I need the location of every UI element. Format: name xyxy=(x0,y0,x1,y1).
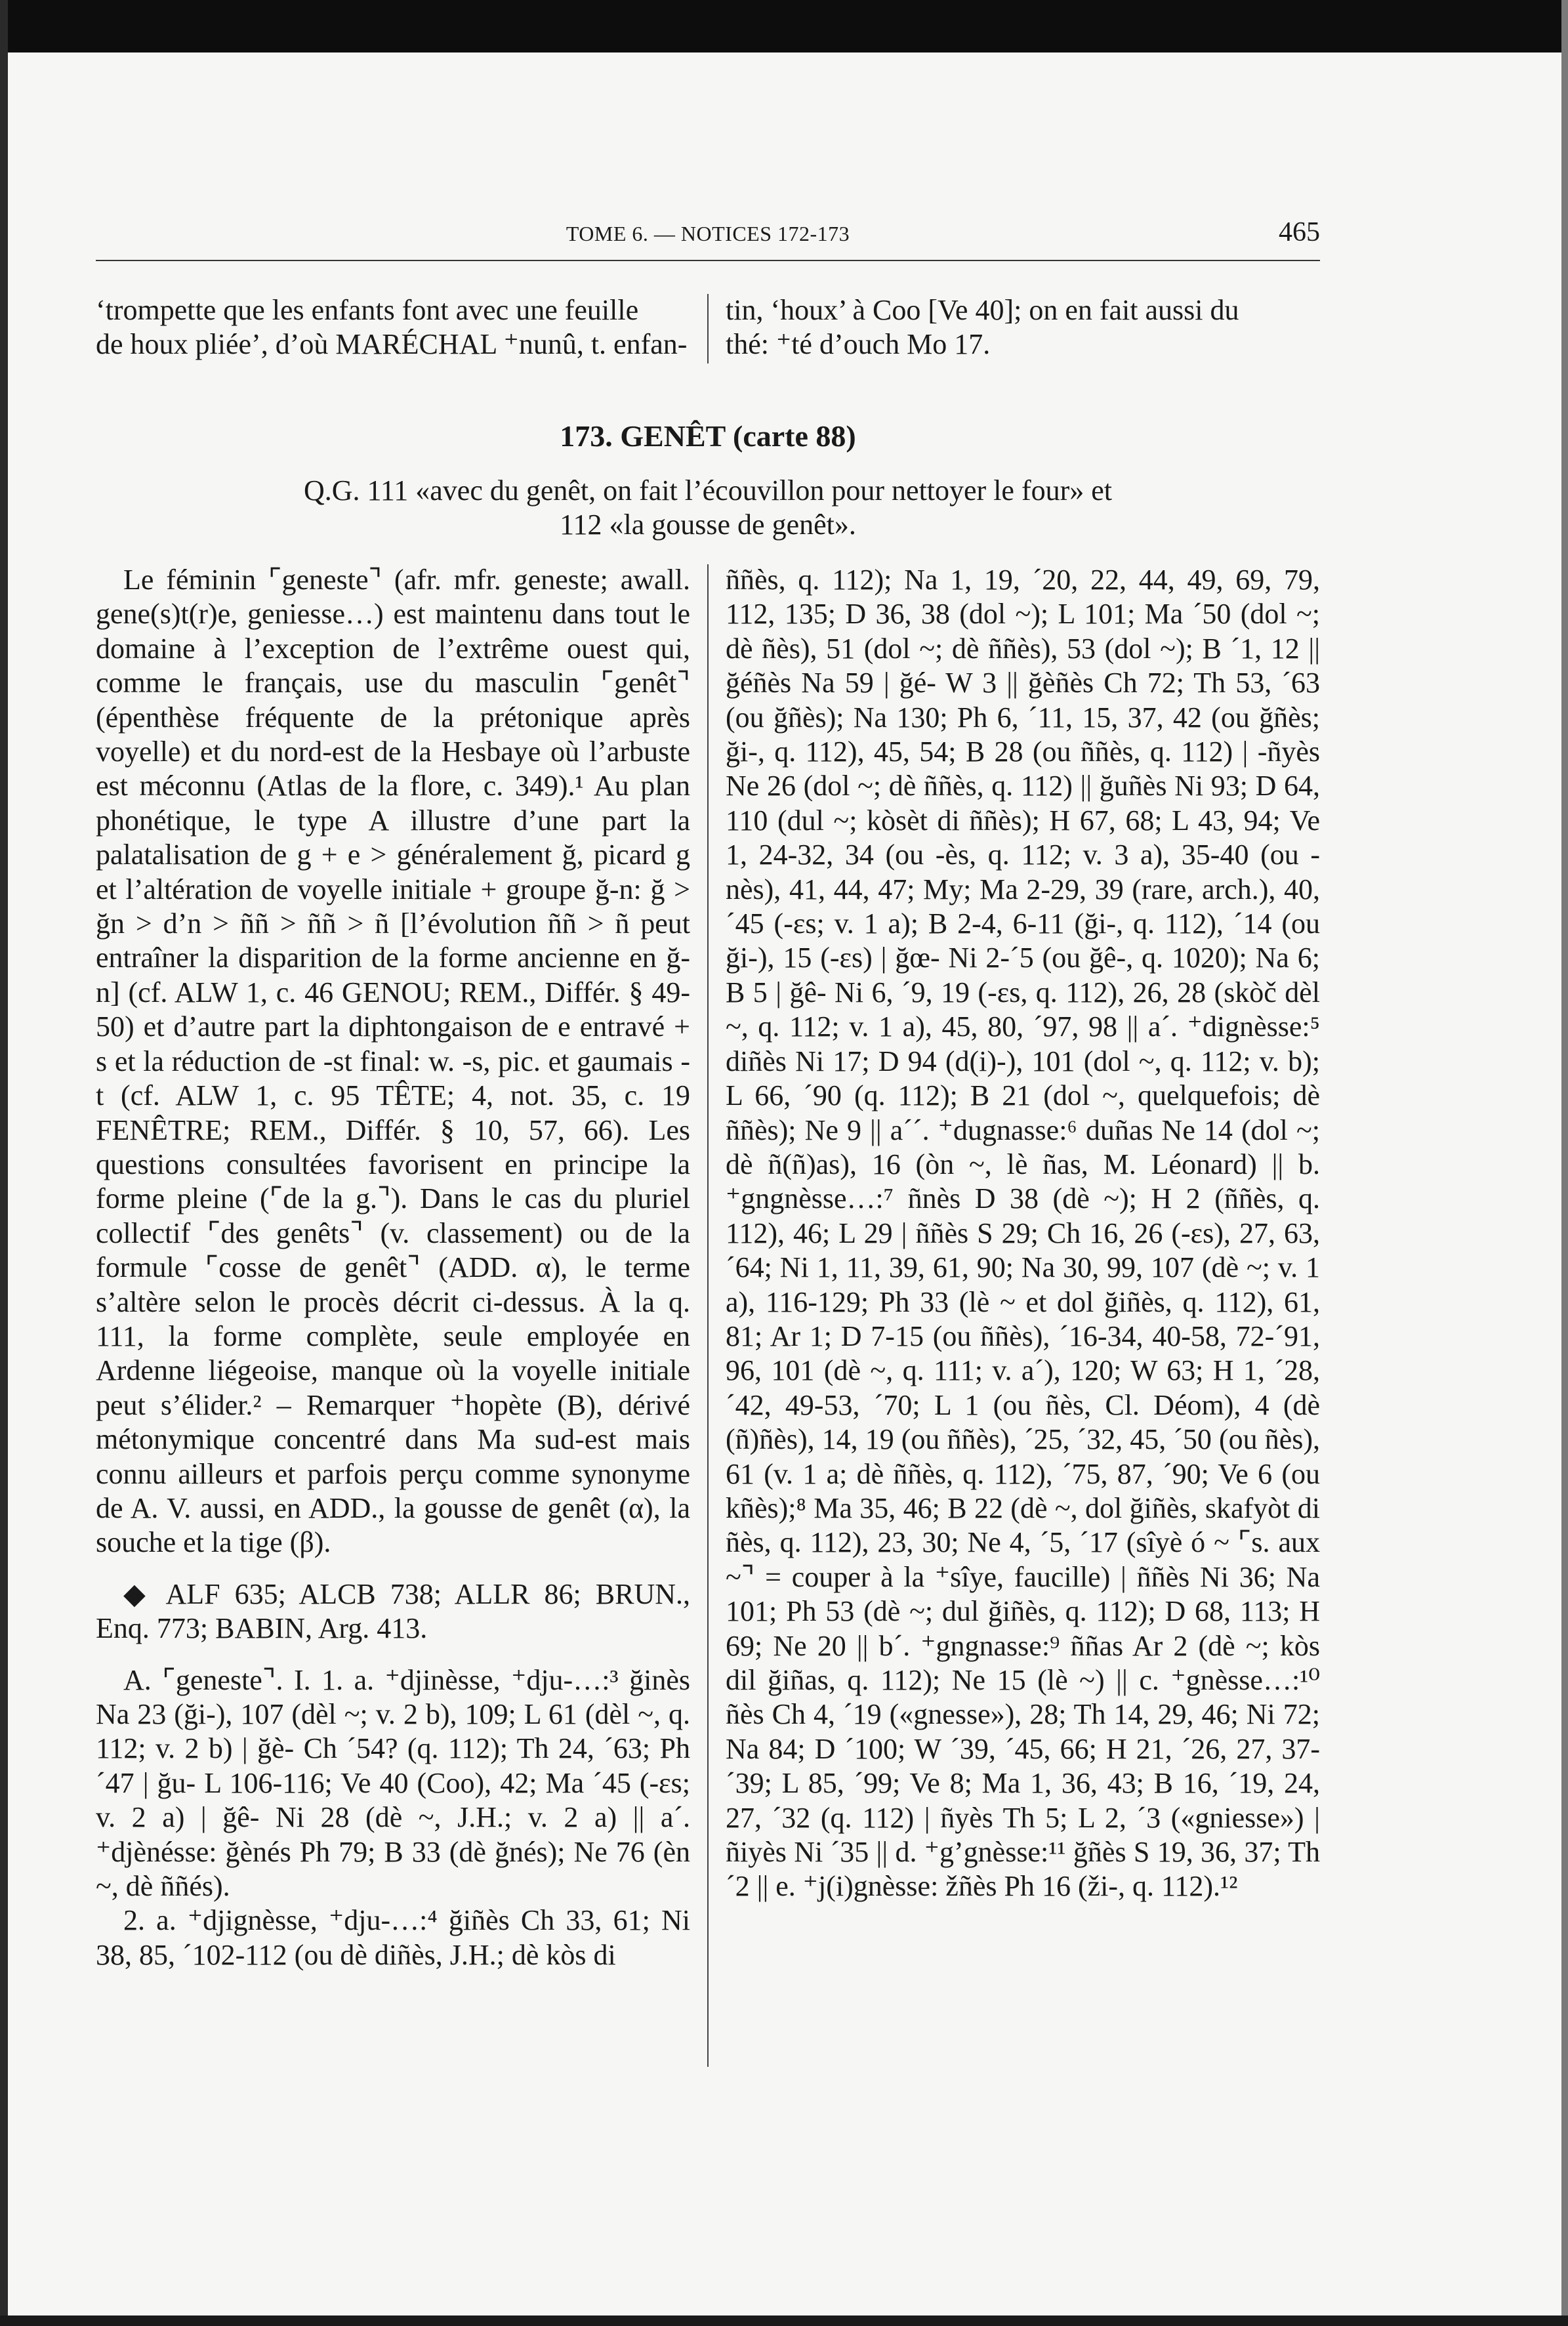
continuation-paragraph: ññès, q. 112); Na 1, 19, ´20, 22, 44, 49, 69, 79, 112, 135; D 36, 38 (dol ~); L 101; Ma ´50 (dol ~; dè ñès), 51 (dol ~; dè ññès), 53 (dol ~); B ´1, 12 || ğéñès Na 59 | ğé- W 3 || ğèñès Ch 72; Th 53, ´63 (ou ğñès); Na 130; Ph 6, ´11, 15, 37, 42 (ou ğñès; ği-, q. 112), 45, 54; B 28 (ou ññès, q. 112) | -ñyès Ne 26 (dol ~; dè ññès, q. 112) || ğuñès Ni 93; D 64, 110 (dul ~; kòsèt di ññès); H 67, 68; L 43, 94; Ve 1, 24-32, 34 (ou -ès, q. 112; v. 3 a), 35-40 (ou -nès), 41, 44, 47; My; Ma 2-29, 39 (rare, arch.), 40, ´45 (-εs; v. 1 a); B 2-4, 6-11 (ği-, q. 112), ´14 (ou ği-), 15 (-εs) | ğœ- Ni 2-´5 (ou ğê-, q. 1020); Na 6; B 5 | ğê- Ni 6, ´9, 19 (-εs, q. 112), 26, 28 (skòč dèl ~, q. 112; v. 1 a), 45, 80, ´97, 98 || a´. ⁺dignèsse:⁵ diñès Ni 17; D 94 (d(i)-), 101 (dol ~, q. 112; v. b); L 66, ´90 (q. 112); B 21 (dol ~, quelquefois; dè ññès); Ne 9 || a´´. ⁺dugnasse:⁶ duñas Ne 14 (dol ~; dè ñ(ñ)as), 16 (òn ~, lè ñas, M. Léonard) || b. ⁺gngnèsse…:⁷ ñnès D 38 (dè ~); H 2 (ññès, q. 112), 46; L 29 | ññès S 29; Ch 16, 26 (-εs), 27, 63, ´64; Ni 1, 11, 39, 61, 90; Na 30, 99, 107 (dè ~; v. 1 a), 116-129; Ph 33 (lè ~ et dol ğiñès, q. 112), 61, 81; Ar 1; D 7-15 (ou ññès), ´16-34, 40-58, 72-´91, 96, 101 (dè ~, q. 111; v. a´), 120; W 63; H 1, ´28, ´42, 49-53, ´70; L 1 (ou ñès, Cl. Déom), 4 (dè (ñ)ñès), 14, 19 (ou ññès), ´25, ´32, 45, ´50 (ou ñès), 61 (v. 1 a; dè ññès, q. 112), ´75, 87, ´90; Ve 6 (ou kñès);⁸ Ma 35, 46; B 22 (dè ~, dol ğiñès, skafyòt di ñès, q. 112), 23, 30; Ne 4, ´5, ´17 (sîyè ó ~ ⌜s. aux ~⌝ = couper à la ⁺sîye, faucille) | ññès Ni 36; Na 101; Ph 53 (dè ~; dul ğiñès, q. 112); D 68, 113; H 69; Ne 20 || b´. ⁺gngnasse:⁹ ññas Ar 2 (dè ~; kòs dil ğiñas, q. 112); Ne 15 (lè ~) || c. ⁺gnèsse…:¹⁰ ñès Ch 4, ´19 («gnesse»), 28; Th 14, 29, 46; Ni 72; Na 84; D ´100; W ´39, ´45, 66; H 21, ´26, 27, 37-´39; L 85, ´99; Ve 8; Ma 1, 36, 43; B 16, ´19, 24, 27, ´32 (q. 112) | ñyès Th 5; L 2, ´3 («gniesse») | ñiyès Ni ´35 || d. ⁺g’gnèsse:¹¹ ğñès S 19, 36, 37; Th ´2 || e. ⁺j(i)gnèsse: žñès Ph 16 (ži-, q. 112).¹² xyxy=(726,564,1320,1903)
bibliography-paragraph: ◆ ALF 635; ALCB 738; ALLR 86; BRUN., Enq. 773; BABIN, Arg. 413. xyxy=(96,1577,690,1645)
header-rule xyxy=(96,260,1320,261)
running-head xyxy=(96,215,1320,255)
intro-paragraph: Le féminin ⌜geneste⌝ (afr. mfr. geneste; awall. gene(s)t(r)e, geniesse…) est maintenu dans tout le domaine à l’exception de l’extrême ouest qui, comme le français, use du masculin ⌜genêt⌝ (épenthèse fréquente de la prétonique après voyelle) et du nord-est de la Hesbaye où l’arbuste est méconnu (Atlas de la flore, c. 349).¹ Au plan phonétique, le type A illustre d’une part la palatalisation de g + e > généralement ğ, picard g et l’altération de voyelle initiale + groupe ğ-n: ğ > ğn > d’n > ññ > ññ > ñ [l’évolution ññ > ñ peut entraîner la disparition de la forme ancienne en ğ-n] (cf. ALW 1, c. 46 GENOU; REM., Différ. § 49-50) et d’autre part la diphtongaison de e entravé + s et la réduction de -st final: w. -s, pic. et gaumais -t (cf. ALW 1, c. 95 TÊTE; 4, not. 35, c. 19 FENÊTRE; REM., Différ. § 10, 57, 66). Les questions consultées favorisent en principe la forme pleine (⌜de la g.⌝). Dans le cas du pluriel collectif ⌜des genêts⌝ (v. classement) ou de la formule ⌜cosse de genêt⌝ (ADD. α), le terme s’altère selon le procès décrit ci-dessus. À la q. 111, la forme complète, seule employée en Ardenne liégeoise, manque où la voyelle initiale peut s’élider.² – Remarquer ⁺hopète (B), dérivé métonymique concentré dans Ma sud-est mais connu ailleurs et parfois perçu comme synonyme de A. V. aussi, en ADD., la gousse de genêt (α), la souche et la tige (β). xyxy=(96,564,690,1559)
running-title: TOME 6. — NOTICES 172-173 xyxy=(566,222,850,245)
notice-title: 173. GENÊT (carte 88) xyxy=(560,419,856,453)
column-separator xyxy=(707,564,709,2067)
top-left-continuation xyxy=(96,293,690,362)
qg-line: Q.G. 111 «avec du genêt, on fait l’écouvillon pour nettoyer le four» et xyxy=(303,474,1113,507)
type-a2-paragraph: 2. a. ⁺djignèsse, ⁺dju-…:⁴ ğiñès Ch 33, 61; Ni 38, 85, ´102-112 (ou dè diñès, J.H.; dè kòs di xyxy=(96,1904,690,1971)
top-right-continuation xyxy=(726,293,1320,362)
scan-right-edge xyxy=(1561,0,1568,2326)
text-line: ‘trompette que les enfants font avec une feuille xyxy=(96,294,639,326)
left-column xyxy=(96,563,690,1972)
right-column xyxy=(726,563,1320,1904)
scan-top-border xyxy=(0,0,1568,52)
column-separator xyxy=(707,294,709,363)
page-number: 465 xyxy=(1279,217,1320,247)
text-line: tin, ‘houx’ à Coo [Ve 40]; on en fait aussi du xyxy=(726,294,1239,326)
type-a-paragraph: A. ⌜geneste⌝. I. 1. a. ⁺djinèsse, ⁺dju-…:³ ğinès Na 23 (ği-), 107 (dèl ~; v. 2 b), 109; L 61 (dèl ~, q. 112; v. 2 b) | ğè- Ch ´54? (q. 112); Th 24, ´63; Ph ´47 | ğu- L 106-116; Ve 40 (Coo), 42; Ma ´45 (-εs; v. 2 a) | ğê- Ni 28 (dè ~, J.H.; v. 2 a) || a´. ⁺djènésse: ğènés Ph 79; B 33 (dè ğnés); Ne 76 (èn ~, dè ññés). xyxy=(96,1663,690,1903)
scan-left-edge xyxy=(0,0,8,2326)
text-line: thé: ⁺té d’ouch Mo 17. xyxy=(726,328,991,361)
scan-bottom-border xyxy=(0,2316,1568,2326)
text-line: de houx pliée’, d’où MARÉCHAL ⁺nunû, t. enfan- xyxy=(96,328,688,361)
qg-line: 112 «la gousse de genêt». xyxy=(560,509,856,541)
questionnaire-questions xyxy=(96,474,1320,542)
